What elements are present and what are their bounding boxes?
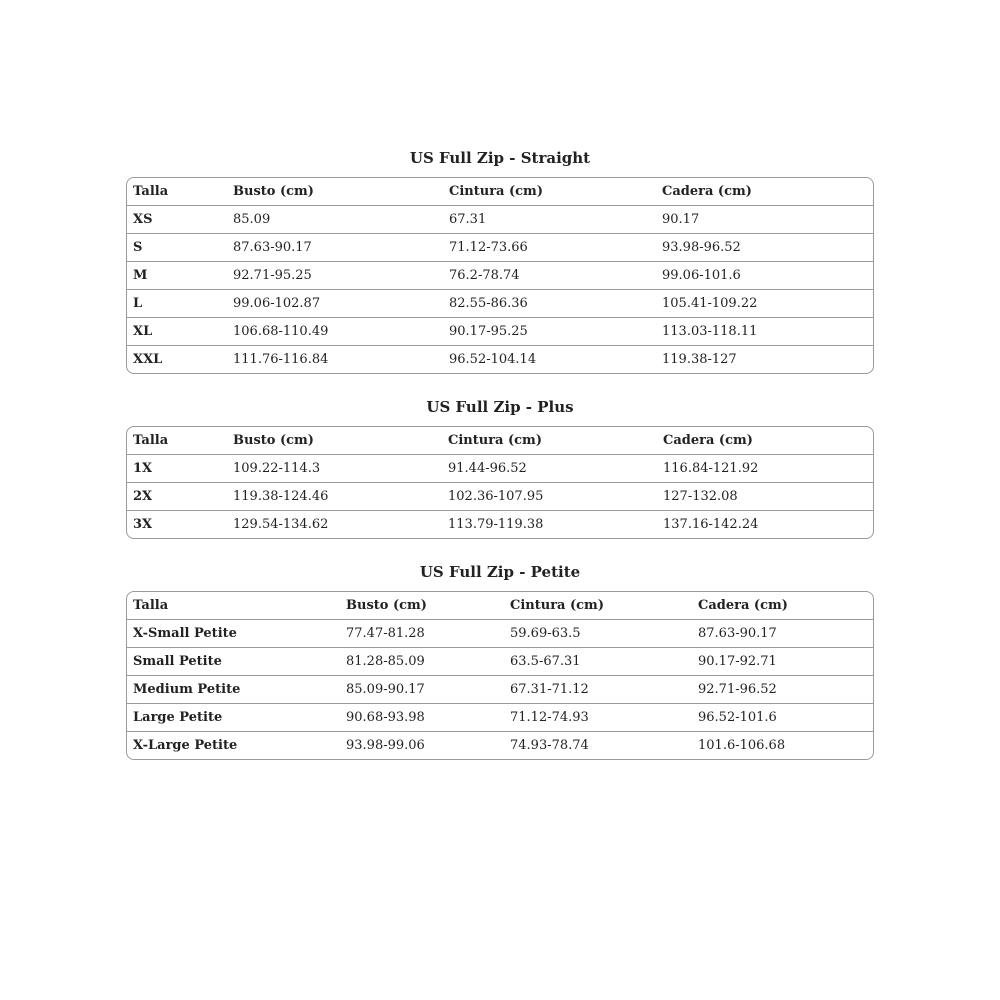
bust-cell: 111.76-116.84 <box>227 346 443 374</box>
waist-cell: 74.93-78.74 <box>504 732 692 760</box>
table-row <box>127 648 873 676</box>
bust-cell: 99.06-102.87 <box>227 290 443 318</box>
size-cell: Large Petite <box>127 704 340 732</box>
hip-cell: 101.6-106.68 <box>692 732 873 760</box>
hip-cell: 99.06-101.6 <box>656 262 873 290</box>
size-cell: Small Petite <box>127 648 340 676</box>
table-row <box>127 676 873 704</box>
waist-cell: 113.79-119.38 <box>442 511 657 539</box>
table-row <box>127 346 873 374</box>
hip-cell: 90.17 <box>656 206 873 234</box>
size-cell: XS <box>127 206 227 234</box>
bust-cell: 81.28-85.09 <box>340 648 504 676</box>
column-header-waist: Cintura (cm) <box>510 598 604 613</box>
table-title-straight: US Full Zip - Straight <box>409 149 591 167</box>
table-row <box>127 620 873 648</box>
size-cell: M <box>127 262 227 290</box>
waist-cell: 59.69-63.5 <box>504 620 692 648</box>
bust-cell: 119.38-124.46 <box>227 483 442 511</box>
hip-cell: 92.71-96.52 <box>692 676 873 704</box>
column-header-bust: Busto (cm) <box>233 433 314 448</box>
size-table <box>127 427 873 538</box>
waist-cell: 82.55-86.36 <box>443 290 656 318</box>
waist-cell: 76.2-78.74 <box>443 262 656 290</box>
bust-cell: 77.47-81.28 <box>340 620 504 648</box>
size-table <box>127 178 873 373</box>
waist-cell: 90.17-95.25 <box>443 318 656 346</box>
bust-cell: 129.54-134.62 <box>227 511 442 539</box>
column-header-size: Talla <box>133 184 169 199</box>
hip-cell: 119.38-127 <box>656 346 873 374</box>
size-cell: S <box>127 234 227 262</box>
hip-cell: 90.17-92.71 <box>692 648 873 676</box>
size-cell: 3X <box>127 511 227 539</box>
size-cell: XXL <box>127 346 227 374</box>
hip-cell: 96.52-101.6 <box>692 704 873 732</box>
waist-cell: 102.36-107.95 <box>442 483 657 511</box>
hip-cell: 116.84-121.92 <box>657 455 873 483</box>
size-cell: Medium Petite <box>127 676 340 704</box>
bust-cell: 85.09 <box>227 206 443 234</box>
table-row <box>127 206 873 234</box>
table-title-petite: US Full Zip - Petite <box>419 563 581 581</box>
hip-cell: 105.41-109.22 <box>656 290 873 318</box>
size-table-plus <box>126 426 874 539</box>
waist-cell: 63.5-67.31 <box>504 648 692 676</box>
table-row <box>127 318 873 346</box>
waist-cell: 67.31 <box>443 206 656 234</box>
table-row <box>127 455 873 483</box>
table-row <box>127 290 873 318</box>
waist-cell: 96.52-104.14 <box>443 346 656 374</box>
size-table-straight <box>126 177 874 374</box>
column-header-size: Talla <box>133 598 169 613</box>
table-row <box>127 262 873 290</box>
table-title-plus: US Full Zip - Plus <box>426 398 574 416</box>
hip-cell: 93.98-96.52 <box>656 234 873 262</box>
size-cell: XL <box>127 318 227 346</box>
hip-cell: 137.16-142.24 <box>657 511 873 539</box>
hip-cell: 127-132.08 <box>657 483 873 511</box>
size-cell: X-Large Petite <box>127 732 340 760</box>
waist-cell: 71.12-74.93 <box>504 704 692 732</box>
table-row <box>127 234 873 262</box>
table-row <box>127 704 873 732</box>
bust-cell: 87.63-90.17 <box>227 234 443 262</box>
size-table-petite <box>126 591 874 760</box>
bust-cell: 93.98-99.06 <box>340 732 504 760</box>
size-cell: X-Small Petite <box>127 620 340 648</box>
column-header-hip: Cadera (cm) <box>698 598 788 613</box>
table-row <box>127 483 873 511</box>
column-header-bust: Busto (cm) <box>233 184 314 199</box>
hip-cell: 87.63-90.17 <box>692 620 873 648</box>
size-cell: L <box>127 290 227 318</box>
table-row <box>127 511 873 539</box>
column-header-hip: Cadera (cm) <box>662 184 752 199</box>
bust-cell: 106.68-110.49 <box>227 318 443 346</box>
table-row <box>127 732 873 760</box>
table-header-row <box>127 427 873 455</box>
bust-cell: 109.22-114.3 <box>227 455 442 483</box>
table-header-row <box>127 592 873 620</box>
column-header-bust: Busto (cm) <box>346 598 427 613</box>
column-header-waist: Cintura (cm) <box>449 184 543 199</box>
bust-cell: 90.68-93.98 <box>340 704 504 732</box>
waist-cell: 71.12-73.66 <box>443 234 656 262</box>
waist-cell: 91.44-96.52 <box>442 455 657 483</box>
size-table <box>127 592 873 759</box>
column-header-hip: Cadera (cm) <box>663 433 753 448</box>
size-cell: 1X <box>127 455 227 483</box>
bust-cell: 85.09-90.17 <box>340 676 504 704</box>
size-cell: 2X <box>127 483 227 511</box>
bust-cell: 92.71-95.25 <box>227 262 443 290</box>
hip-cell: 113.03-118.11 <box>656 318 873 346</box>
column-header-size: Talla <box>133 433 169 448</box>
waist-cell: 67.31-71.12 <box>504 676 692 704</box>
table-header-row <box>127 178 873 206</box>
column-header-waist: Cintura (cm) <box>448 433 542 448</box>
